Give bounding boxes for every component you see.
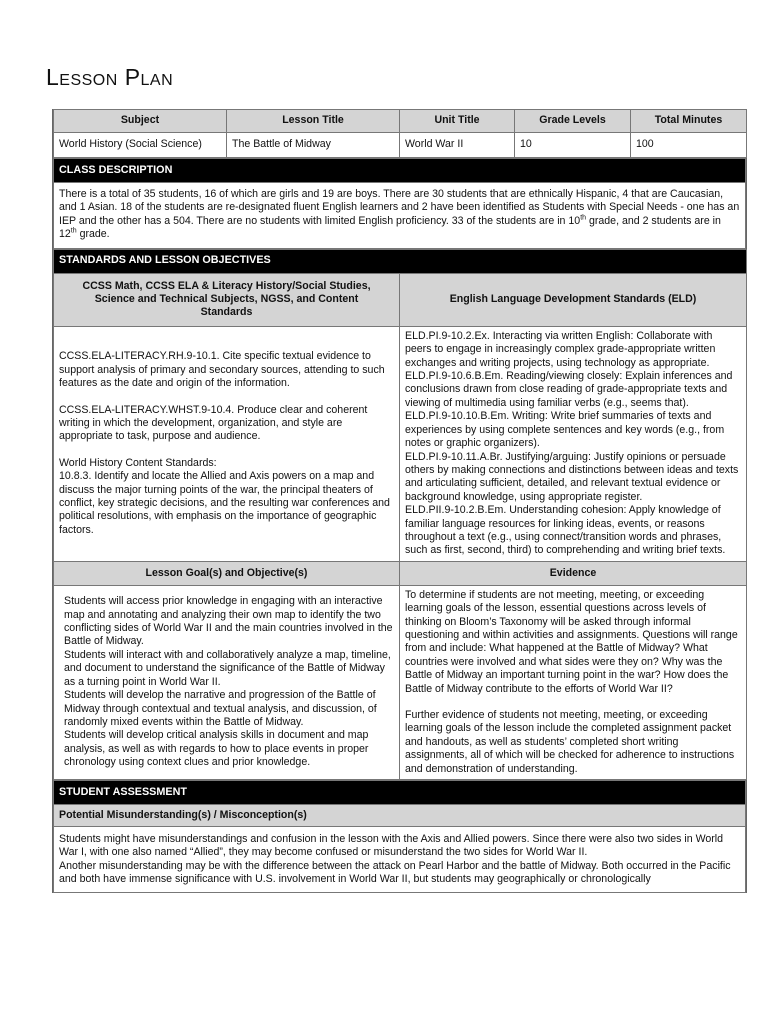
page-title: Lesson Plan [46,64,174,90]
misconception-paragraph-2: Another misunderstanding may be with the difference between the attack on Pearl Harbor and the battle of Midway. Both occurred in the Pacific and both have immense significance with U.S. involvement in World War II, but students may geographically or chronologically [59,859,731,886]
eld-standards-cell [400,326,747,561]
header-grade-levels: Grade Levels [515,110,631,133]
standards-heading: STANDARDS AND LESSON OBJECTIVES [54,249,747,273]
goal-4: Students will develop critical analysis skills in document and map analysis, as well as with regards to how to place events in proper chronology using context clues and prior knowledge. [64,729,369,769]
misconceptions-subheading: Potential Misunderstanding(s) / Misconception(s) [54,805,746,827]
header-lesson-title: Lesson Title [227,110,400,133]
content-standards-label: World History Content Standards: [59,456,217,469]
header-row [54,110,747,133]
value-subject: World History (Social Science) [54,133,227,158]
standards-table [53,249,747,780]
class-description-part-1: There is a total of 35 students, 16 of which are girls and 19 are boys. There are 30 students that are ethnically Hispanic, 4 that are Caucasian, and 1 Asian. 18 of the students are re-designated fluent English learners and 2 have been identified as Students with Special Needs - one has an IEP and the other has a 504. There are no students with limited English proficiency. 33 of the students are in 10 [59,188,740,227]
class-description-heading: CLASS DESCRIPTION [54,159,746,183]
lesson-goals-header: Lesson Goal(s) and Objective(s) [54,561,400,585]
ccss-rh-standard: CCSS.ELA-LITERACY.RH.9-10.1. Cite specific textual evidence to support analysis of primary and secondary sources, attending to such features as the date and origin of the information. [59,350,385,390]
lesson-header-table [53,109,747,158]
eld-standard-2: ELD.PI.9-10.2.Ex. Interacting via written English: Collaborate with peers to engage in increasingly complex grade-appropriate written exchanges and writing projects, using technology as appropriate. [405,329,716,369]
misconception-paragraph-1: Students might have misunderstandings and confusion in the lesson with the Axis and Allied powers. Since there were also two sides in World War I, with one also named “Allied”, they may become confused or misunderstand the two sides for World War II. [59,833,724,859]
lesson-goals-cell [54,585,400,779]
eld-standard-11: ELD.PI.9-10.11.A.Br. Justifying/arguing: Justify opinions or persuade others by making connections and distinctions between ideas and texts and articulating sufficient, detailed, and relevant textual evidence or background knowledge, using appropriate register. [405,450,739,503]
class-description-table [53,158,746,249]
superscript-th-12: th [70,227,77,235]
header-unit-title: Unit Title [400,110,515,133]
evidence-cell [400,585,747,779]
evidence-paragraph-2: Further evidence of students not meeting, meeting, or exceeding learning goals of the lesson include the completed assignment packet and handouts, as well as students’ completed short writing assignments, all of which will be checked for adherence to instructions and demonstration of understanding. [405,709,735,775]
header-values-row [54,133,747,158]
lesson-plan-document [52,109,747,893]
value-unit-title: World War II [400,133,515,158]
eld-standard-pii-2: ELD.PII.9-10.2.B.Em. Understanding cohesion: Apply knowledge of familiar language resources for linking ideas, events, or reasons throughout a text (e.g., using connect/transition words and phrases, such as first, second, third) to comprehending and writing brief texts. [405,504,726,557]
value-total-minutes: 100 [631,133,747,158]
misconceptions-cell [54,827,746,893]
eld-standards-header: English Language Development Standards (ELD) [400,273,747,326]
evidence-paragraph-1: To determine if students are not meeting, meeting, or exceeding learning goals of the lesson, essential questions across levels of thinking on Bloom’s Taxonomy will be asked through informal questioning and within activities and assignments. Questions will range from and include: What happened at the Battle of Midway? What countries were involved and what sides were they on? Why was the Battle of Midway an important turning point in the war? How does the Battle of Midway contribute to the efforts of World War II? [405,588,738,695]
eld-standard-10: ELD.PI.9-10.10.B.Em. Writing: Write brief summaries of texts and experiences by using complete sentences and key words (e.g., from notes or graphic organizers). [405,410,725,450]
header-total-minutes: Total Minutes [631,110,747,133]
value-grade-levels: 10 [515,133,631,158]
content-standard-10-8-3: 10.8.3. Identify and locate the Allied and Axis powers on a map and discuss the major turning points of the war, the principal theaters of conflict, key strategic decisions, and the resulting war conferences and political resolutions, with emphasis on the importance of geographic factors. [59,470,390,536]
student-assessment-heading: STUDENT ASSESSMENT [54,781,746,805]
ccss-standards-header: CCSS Math, CCSS ELA & Literacy History/Social Studies, Science and Technical Subjects, NGSS, and Content Standards [54,273,400,326]
superscript-th-10: th [580,214,587,222]
goal-2: Students will interact with and collaboratively analyze a map, timeline, and document to understand the significance of the Battle of Midway as a turning point in World War II. [64,648,391,688]
class-description-part-3: grade. [76,228,110,241]
class-description-part-2: grade, and 2 students are in 12 [59,214,721,241]
assessment-table [53,780,746,893]
ccss-standards-cell [54,326,400,561]
value-lesson-title: The Battle of Midway [227,133,400,158]
header-subject: Subject [54,110,227,133]
eld-standard-6: ELD.PI.9-10.6.B.Em. Reading/viewing closely: Explain inferences and conclusions drawn from close reading of grade-appropriate texts and viewing of multimedia using familiar verbs (e.g., seems that). [405,370,733,409]
goal-3: Students will develop the narrative and progression of the Battle of Midway through contextual and textual analysis, and discussion, of randomly mixed events within the Battle of Midway. [64,689,377,728]
class-description-text [54,183,746,249]
ccss-whst-standard: CCSS.ELA-LITERACY.WHST.9-10.4. Produce clear and coherent writing in which the development, organization, and style are appropriate to task, purpose and audience. [59,403,368,443]
goal-1: Students will access prior knowledge in engaging with an interactive map and annotating and analyzing their own map to identify the two conflicting sides of World War II and the main countries involved in the Battle of Midway. [64,595,393,648]
evidence-header: Evidence [400,561,747,585]
